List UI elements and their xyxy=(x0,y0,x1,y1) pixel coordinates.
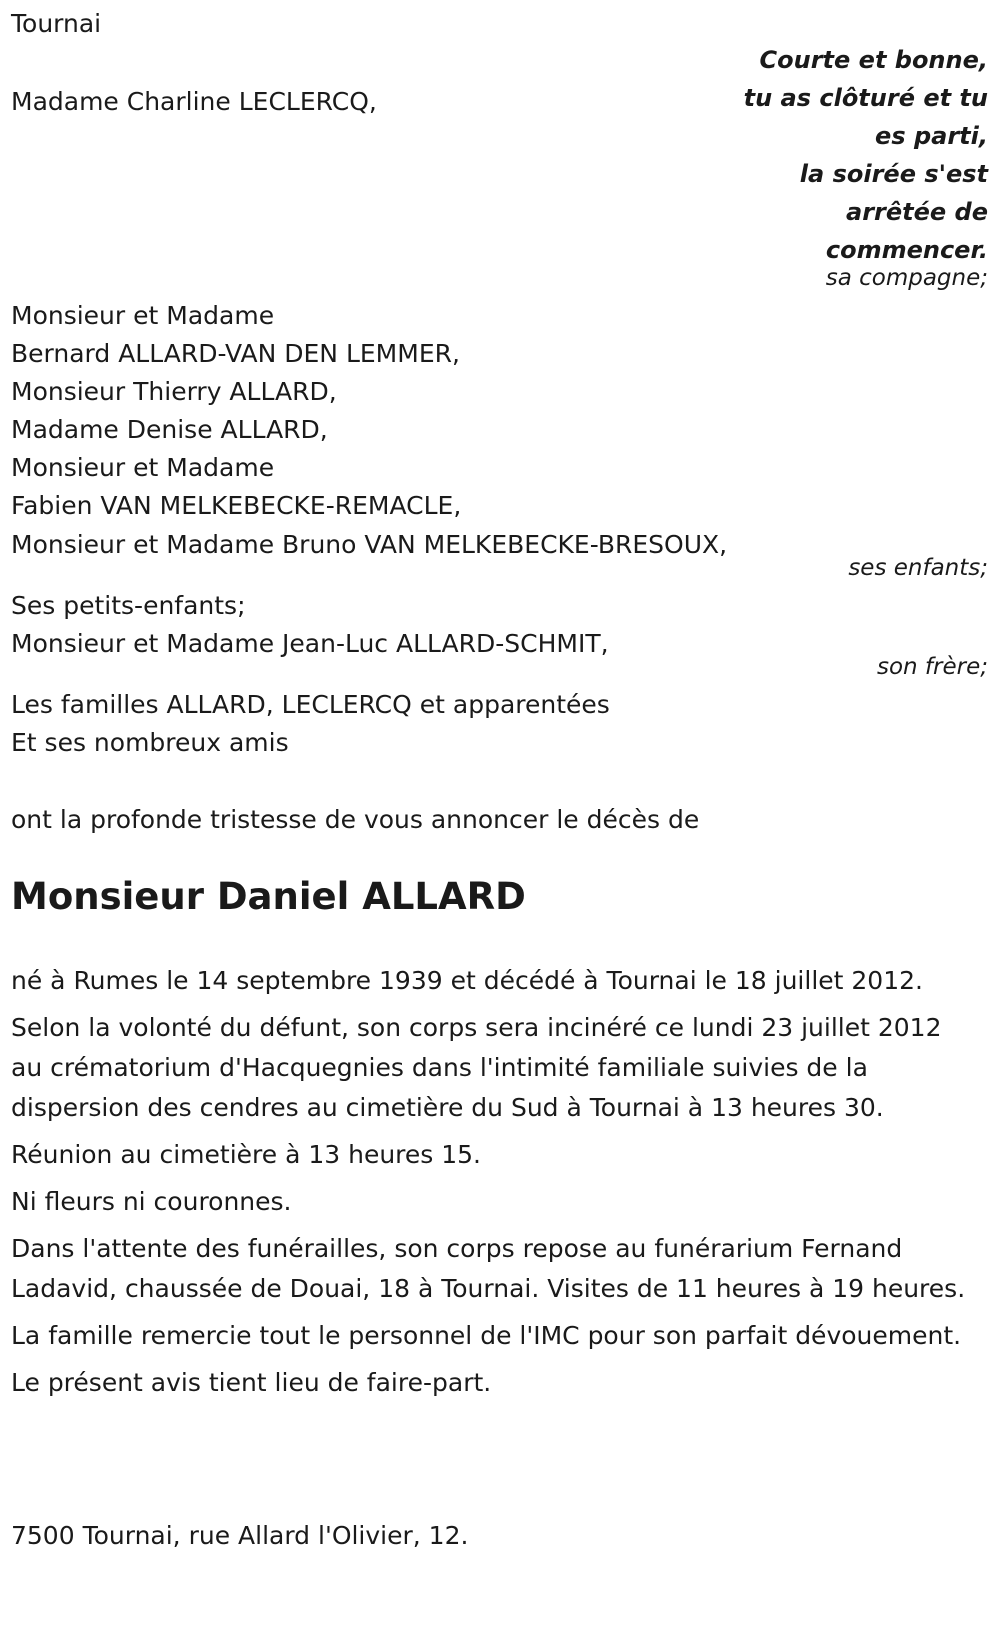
poem-line-5: arrêtée de xyxy=(846,198,988,226)
grandchildren-line: Ses petits-enfants; xyxy=(11,591,246,620)
poem-line-6: commencer. xyxy=(825,236,988,264)
poem-line-2: tu as clôturé et tu xyxy=(743,84,988,112)
child-line-5: Monsieur et Madame xyxy=(11,453,275,482)
meeting-paragraph: Réunion au cimetière à 13 heures 15. xyxy=(11,1140,482,1169)
announcement-text: ont la profonde tristesse de vous annoncer le décès de xyxy=(11,805,700,834)
poem-block xyxy=(708,41,988,269)
deceased-name: Monsieur Daniel ALLARD xyxy=(11,875,526,918)
birth-death-paragraph: né à Rumes le 14 septembre 1939 et décédé à Tournai le 18 juillet 2012. xyxy=(11,966,923,995)
child-line-2: Bernard ALLARD-VAN DEN LEMMER, xyxy=(11,339,460,368)
child-line-4: Madame Denise ALLARD, xyxy=(11,415,328,444)
poem-line-3: es parti, xyxy=(875,122,988,150)
families-line-2: Et ses nombreux amis xyxy=(11,728,289,757)
child-line-7: Monsieur et Madame Bruno VAN MELKEBECKE-BRESOUX, xyxy=(11,530,728,559)
poem-line-4: la soirée s'est xyxy=(799,160,988,188)
funerarium-paragraph: Dans l'attente des funérailles, son corps repose au funérarium Fernand Ladavid, chaussée de Douai, 18 à Tournai. Visites de 11 heures à 19 heures. xyxy=(11,1234,966,1303)
brother-name: Monsieur et Madame Jean-Luc ALLARD-SCHMIT, xyxy=(11,629,609,658)
child-line-1: Monsieur et Madame xyxy=(11,301,275,330)
child-line-6: Fabien VAN MELKEBECKE-REMACLE, xyxy=(11,491,462,520)
city-heading: Tournai xyxy=(11,9,102,38)
notice-paragraph: Le présent avis tient lieu de faire-part. xyxy=(11,1368,492,1397)
thanks-paragraph: La famille remercie tout le personnel de l'IMC pour son parfait dévouement. xyxy=(11,1321,962,1350)
brother-role: son frère; xyxy=(876,654,988,680)
children-role: ses enfants; xyxy=(848,555,988,581)
address-line: 7500 Tournai, rue Allard l'Olivier, 12. xyxy=(11,1521,469,1550)
companion-name: Madame Charline LECLERCQ, xyxy=(11,87,377,116)
child-line-3: Monsieur Thierry ALLARD, xyxy=(11,377,337,406)
families-line-1: Les familles ALLARD, LECLERCQ et apparentées xyxy=(11,690,610,719)
details-block xyxy=(11,961,971,1403)
cremation-paragraph: Selon la volonté du défunt, son corps sera incinéré ce lundi 23 juillet 2012 au crématorium d'Hacquegnies dans l'intimité familiale suivies de la dispersion des cendres au cimetière du Sud à Tournai à 13 heures 30. xyxy=(11,1013,942,1122)
companion-role: sa compagne; xyxy=(825,265,988,291)
flowers-paragraph: Ni fleurs ni couronnes. xyxy=(11,1187,292,1216)
poem-line-1: Courte et bonne, xyxy=(759,46,988,74)
